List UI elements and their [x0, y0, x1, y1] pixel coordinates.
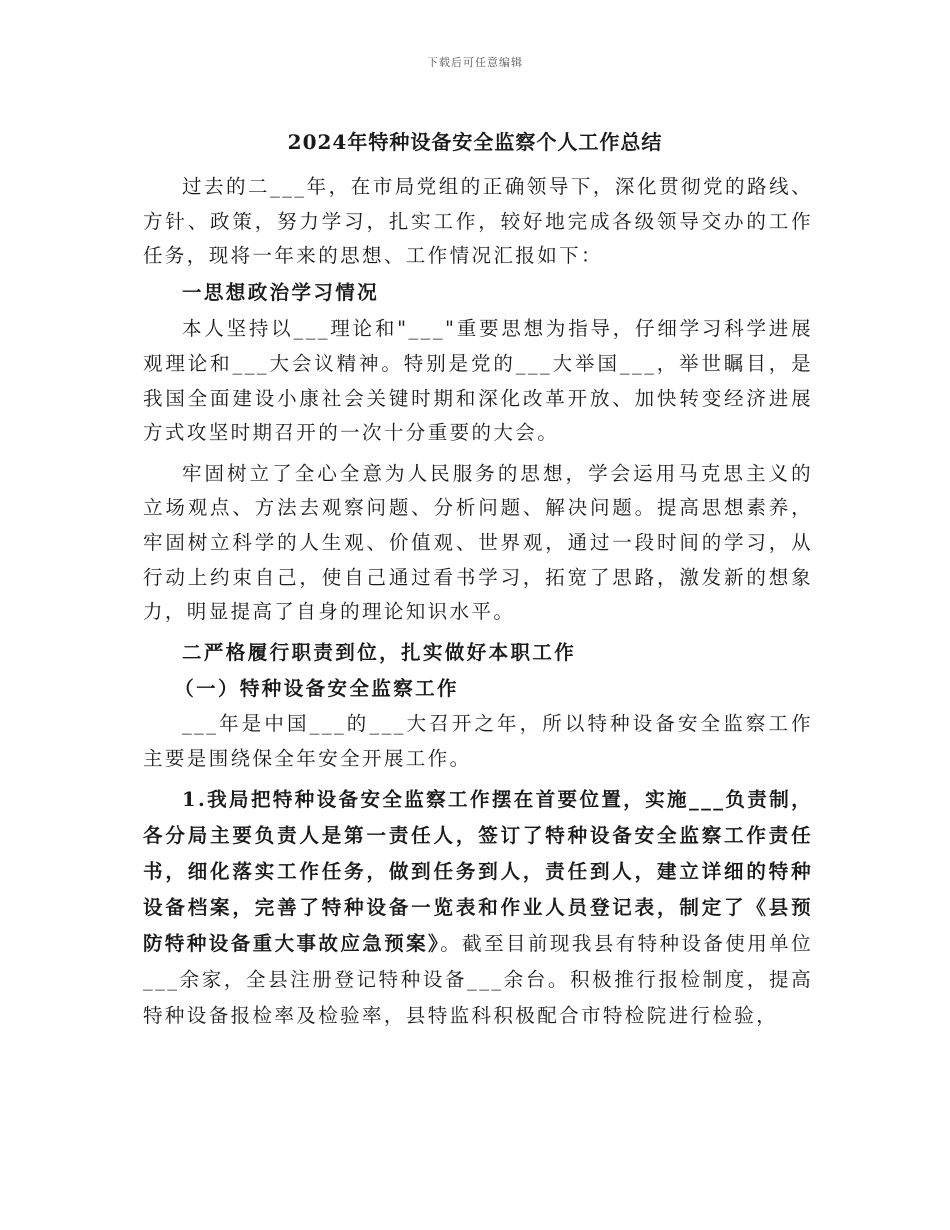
body-paragraph: ___年是中国___的___大召开之年，所以特种设备安全监察工作主要是围绕保全年安全开展工作。 [143, 711, 813, 770]
body-paragraph: 牢固树立了全心全意为人民服务的思想，学会运用马克思主义的立场观点、方法去观察问题、分析问题、解决问题。提高思想素养，牢固树立科学的人生观、价值观、世界观，通过一段时间的学习，从行动上约束自己，使自己通过看书学习，拓宽了思路，激发新的想象力，明显提高了自身的理论知识水平。 [143, 461, 813, 624]
document-body [143, 170, 813, 1034]
numbered-paragraph-1 [143, 782, 813, 1034]
header-note: 下载后可任意编辑 [427, 56, 523, 69]
document-title: 2024年特种设备安全监察个人工作总结 [287, 130, 663, 154]
section-heading-2: 二严格履行职责到位，扎实做好本职工作 [182, 640, 577, 664]
numbered-paragraph-rest: 。截至目前现我县有特种设备使用单位___余家，全县注册登记特种设备___余台。积极推行报检制度，提高特种设备报检率及检验率，县特监科积极配合市特检院进行检验， [143, 932, 813, 1028]
intro-paragraph: 过去的二___年，在市局党组的正确领导下，深化贯彻党的路线、方针、政策，努力学习，扎实工作，较好地完成各级领导交办的工作任务，现将一年来的思想、工作情况汇报如下： [143, 175, 813, 268]
section-heading-1: 一思想政治学习情况 [182, 280, 380, 304]
subsection-heading-1: （一）特种设备安全监察工作 [174, 677, 459, 701]
numbered-paragraph-bold-run: 1.我局把特种设备安全监察工作摆在首要位置，实施___负责制，各分局主要负责人是第一责任人，签订了特种设备安全监察工作责任书，细化落实工作任务，做到任务到人，责任到人，建立详细的特种设备档案，完善了特种设备一览表和作业人员登记表，制定了《县预防特种设备重大事故应急预案》 [143, 788, 814, 956]
body-paragraph: 本人坚持以___理论和"___"重要思想为指导，仔细学习科学进展观理论和___大会议精神。特别是党的___大举国___，举世瞩目，是我国全面建设小康社会关键时期和深化改革开放、加快转变经济进展方式攻坚时期召开的一次十分重要的大会。 [143, 317, 813, 445]
